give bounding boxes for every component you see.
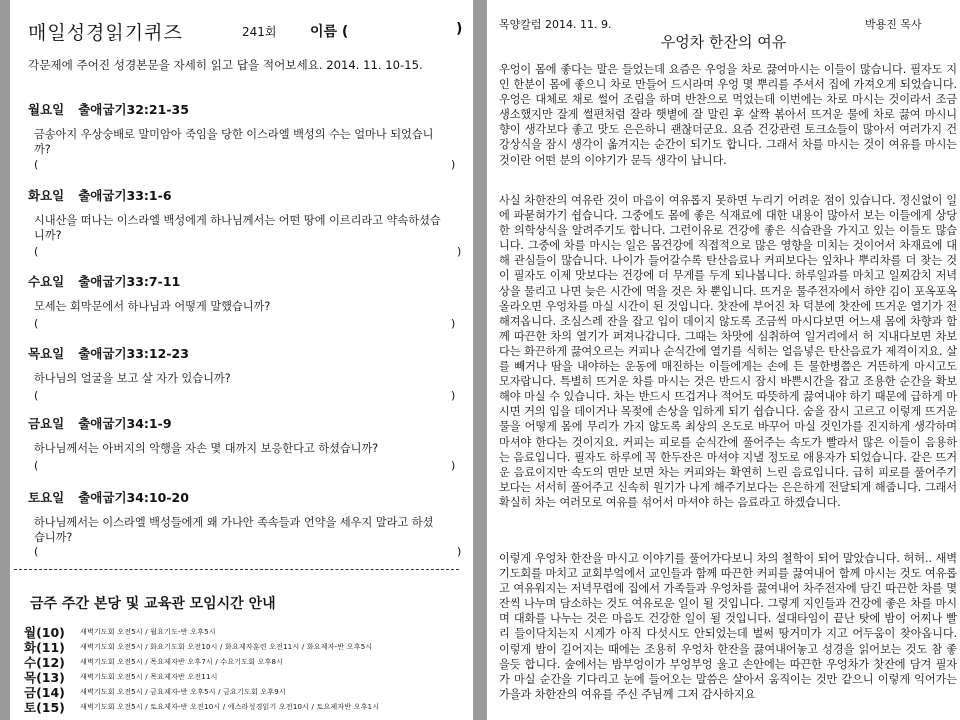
schedule-detail: 새벽기도회 오전5시 / 목요제자반 오후7시 / 수요기도회 오후8시: [80, 658, 284, 666]
quiz-title: 매일성경읽기퀴즈: [28, 22, 183, 44]
schedule-day: 수(12): [24, 655, 65, 670]
column-paragraph: 이렇게 우엉차 한잔을 마시고 이야기를 풀어가다보니 차의 철학이 되어 말았습니다. 허허.. 새벽기도회를 마치고 교회부엌에서 교인들과 함께 따끈한 커피를 끓여내어 함께 마시는 것도 여유롭고 여유워지는 저녁무렵에 집에서 가족들과 우엉차를 끓여내어 차주전자에 담긴 따끈한 차를 몇잔씩 나누며 담소하는 것도 여유로운 일이 될 것입니다. 그렇게 지인들과 건강에 좋은 차를 마시며 대화를 나누는 것은 마음도 건강한 일이 될 것입니다. 설대타임이 끝난 탓에 밤이 어찌나 빨리 들이닥치는지 시계가 아직 다섯시도 안되었는데 벌써 땅거미가 지고 어두움이 찾아옵니다. 이렇게 밤이 길어지는 때에는 조용히 우엉차 한잔을 끓여내어놓고 성경을 읽어보는 것도 참 좋을듯 합니다. 숲에서는 밤부엉이가 부엉부엉 울고 손안에는 따끈한 우엉차가 찻잔에 담겨 필자가 마실 순간을 기다리고 눈에 들어오는 말씀은 살아서 움직이는 것만 같으니 이렇게 익어가는 가을과 차한잔의 여유를 주신 주님께 그저 감사하지요: [499, 552, 957, 701]
question-ref: 출애굽기33:1-6: [78, 188, 172, 203]
schedule-day: 목(13): [24, 670, 65, 685]
column-paragraph: 우엉이 몸에 좋다는 말은 들었는데 요즘은 우엉을 차로 끓여마시는 이들이 많습니다. 필자도 지인 한분이 몸에 좋으니 차로 만들어 드시라며 우엉 몇 뿌리를 주셔서 집에 가져오게 되었습니다. 우엉은 대체로 채로 썰어 조림을 하며 반찬으로 먹었는데 이번에는 차로 마시는 것이라서 조금 생소했지만 잘게 썰편처럼 잘라 햇볕에 잘 말린 후 살짝 볶아서 뜨거운 물에 차로 끓여 마시니 향이 생각보다 좋고 맛도 은은하니 괜찮더군요. 요즘 건강관련 토크쇼들이 많아서 여러가지 건강상식을 잠시 생각이 옮겨지는 순간이 되기도 합니다. 그래서 차를 마시는 것이 여유를 마시는 것이란 어떤 분의 이야기가 문득 생각이 납니다.: [499, 63, 957, 167]
answer-open-paren: (: [34, 158, 39, 171]
question-day: 화요일: [28, 188, 65, 203]
answer-open-paren: (: [34, 545, 39, 558]
answer-close-paren: ): [451, 317, 456, 330]
question-day: 금요일: [28, 416, 65, 431]
question-text: 하나님의 얼굴을 보고 살 자가 있습니까?: [34, 372, 231, 385]
question-ref: 출애굽기33:12-23: [78, 346, 189, 361]
answer-open-paren: (: [34, 317, 39, 330]
column-header: 목양칼럼 2014. 11. 9.: [499, 18, 612, 31]
quiz-round: 241회: [242, 25, 277, 39]
schedule-title: 금주 주간 본당 및 교육관 모임시간 안내: [30, 596, 276, 612]
question-heading: [28, 414, 172, 432]
schedule-detail: 새벽기도회 오전5시 / 월요기도-반 오후5시: [80, 628, 216, 636]
question-day: 수요일: [28, 274, 65, 289]
section-divider: [14, 569, 459, 570]
question-text: 하나님께서는 아버지의 악행을 자손 몇 대까지 보응한다고 하셨습니까?: [34, 442, 379, 455]
column-author: 박용진 목사: [865, 18, 922, 31]
question-day: 목요일: [28, 346, 65, 361]
question-ref: 출애굽기32:21-35: [78, 102, 189, 117]
question-heading: [28, 100, 189, 118]
answer-open-paren: (: [34, 459, 39, 472]
question-text: 하나님께서는 이스라엘 백성들에게 왜 가나안 족속들과 언약을 세우지 말라고 하셨습니까?: [34, 516, 434, 544]
name-close-paren: ): [456, 21, 463, 37]
schedule-day: 토(15): [24, 700, 65, 715]
question-ref: 출애굽기34:10-20: [78, 490, 189, 505]
question-text: 시내산을 떠나는 이스라엘 백성에게 하나님께서는 어떤 땅에 이르리라고 약속하셨습니까?: [34, 214, 441, 242]
question-day: 토요일: [28, 490, 65, 505]
schedule-detail: 새벽기도회 오전5시 / 토요제자-반 오전10시 / 에스라성경읽기 오전10시 / 토요제자반 오후1시: [80, 703, 380, 711]
question-text: 모세는 회막문에서 하나님과 어떻게 말했습니까?: [34, 300, 271, 313]
question-heading: [28, 186, 172, 204]
question-heading: [28, 488, 189, 506]
question-text: 금송아지 우상숭배로 말미암아 죽임을 당한 이스라엘 백성의 수는 얼마나 되었습니까?: [34, 128, 434, 156]
answer-close-paren: ): [451, 459, 456, 472]
column-page: [487, 0, 960, 720]
schedule-detail: 새벽기도회 오전5시 / 금요제자-반 오후5시 / 금요기도회 오후9시: [80, 688, 286, 696]
question-ref: 출애굽기34:1-9: [78, 416, 172, 431]
answer-close-paren: ): [451, 389, 456, 402]
name-label: 이름 (: [310, 24, 349, 40]
schedule-day: 금(14): [24, 685, 65, 700]
schedule-day: 화(11): [24, 640, 65, 655]
answer-close-paren: ): [451, 158, 456, 171]
question-ref: 출애굽기33:7-11: [78, 274, 181, 289]
question-day: 월요일: [28, 102, 65, 117]
answer-open-paren: (: [34, 389, 39, 402]
schedule-day: 월(10): [24, 625, 65, 640]
quiz-instruction: 각문제에 주어진 성경본문을 자세히 읽고 답을 적어보세요. 2014. 11. 10-15.: [28, 58, 423, 72]
column-paragraph: 사실 차한잔의 여유란 것이 마음이 여유롭지 못하면 누리기 어려운 점이 있습니다. 정신없이 일에 파묻혀가기 쉽습니다. 그중에도 몸에 좋은 식재료에 대한 내용이 많아서 보는 이들에게 상당한 의학상식을 알려주기도 합니다. 그런이유로 건강에 좋은 식습관을 가지고 있는 이들도 많습니다. 그중에 차를 마시는 일은 몸건강에 직접적으로 많은 영향을 미치는 것이어서 차재료에 대해 관심들이 많습니다. 나이가 들어갈수록 탄산음료나 커피보다는 잎차나 뿌리차를 더 찾는 것이 필자도 이제 맛보다는 건강에 더 무게를 두게 되나봅니다. 하루일과를 마치고 일찌감치 저녁상을 물리고 나면 늦은 시간에 먹을 것은 차 뿐입니다. 뜨거운 물주전자에서 하얀 김이 포옥포옥 올라오면 우엉차를 마실 시간이 된 것입니다. 찻잔에 부어진 차 덕분에 찻잔에 뜨거운 열기가 전해져옵니다. 조심스레 잔을 잡고 입이 데이지 않도록 조금씩 마시다보면 어느새 몸에 차향과 함께 따끈한 차의 열기가 퍼져나갑니다. 그때는 차맛에 심취하여 일거리에서 허 지내다보면 차보다는 화끈하게 끓여오르는 커피나 순식간에 열기를 식히는 얼음넣은 탄산음료가 제격이지요. 살를 빼거나 땀을 내야하는 운동에 매진하는 이들에게는 손에 든 물한병쯤은 거뜬하게 마시고도 모자랍니다. 특별히 뜨거운 차를 마시는 것은 반드시 잠시 바쁜시간을 잡고 조용한 순간을 확보해야 마실 수 있습니다. 차는 반드시 뜨겁거나 적어도 따뜻하게 끓여내야 하기 때문에 급하게 마시면 거의 입을 데이거나 목젖에 손상을 입하게 되기 쉽습니다. 숨을 잠시 고르고 이렇게 뜨거운 물을 어떻게 몸에 무리가 가지 않도록 최상의 온도로 바꾸어 마실 것인가를 진지하게 생각하며 마셔야 한다는 것이지요. 커피는 피로를 순식간에 풀어주는 속도가 빨라서 많은 이들이 음용하는 음료입니다. 필자도 하루에 꼭 한두잔은 마셔야 지낼 정도로 애용자가 되었습니다. 같은 뜨거운 음료이지만 속도의 면만 보면 차는 커피와는 확연히 느린 음료입니다. 급히 피로를 풀어주기 보다는 서서히 풀어주고 신속히 원기가 나게 해주기보다는 은은하게 전달되게 해줍니다. 그래서 확실히 차는 여러모로 여유를 섞어서 마셔야 하는 음료라고 하겠습니다.: [499, 194, 957, 509]
column-title: 우엉차 한잔의 여유: [660, 33, 787, 51]
answer-close-paren: ): [457, 545, 462, 558]
schedule-detail: 새벽기도회 오전5시 / 화요기도회 오전10시 / 화요제자훈련 오전11시 / 화요제자-반 오후5시: [80, 643, 373, 651]
question-heading: [28, 272, 180, 290]
quiz-page: [10, 0, 473, 720]
schedule-detail: 새벽기도회 오전5시 / 목요제자반 오전11시: [80, 673, 218, 681]
answer-open-paren: (: [34, 245, 39, 258]
question-heading: [28, 344, 189, 362]
answer-close-paren: ): [457, 245, 462, 258]
